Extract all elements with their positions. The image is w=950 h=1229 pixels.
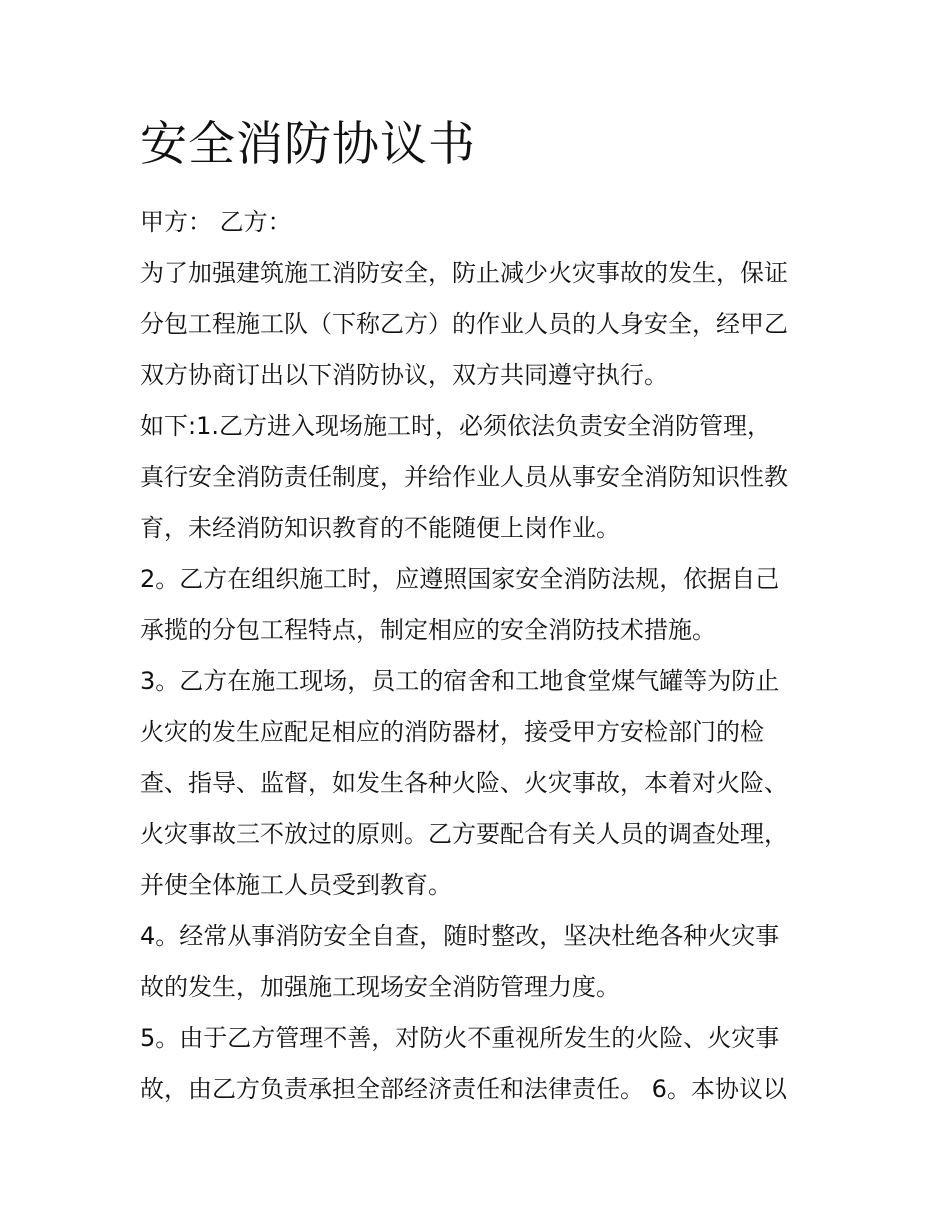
paragraph-line: 故的发生，加强施工现场安全消防管理力度。 <box>140 973 620 1001</box>
paragraph-line: 2。乙方在组织施工时，应遵照国家安全消防法规，依据自己 <box>140 565 780 593</box>
paragraph-line: 火灾事故三不放过的原则。乙方要配合有关人员的调查处理， <box>140 820 788 848</box>
paragraph-line: 故，由乙方负责承担全部经济责任和法律责任。 6。本协议以 <box>140 1075 787 1103</box>
paragraph-line: 5。由于乙方管理不善，对防火不重视所发生的火险、火灾事 <box>140 1024 780 1052</box>
paragraph-line: 承揽的分包工程特点，制定相应的安全消防技术措施。 <box>140 616 716 644</box>
paragraph-line: 4。经常从事消防安全自查，随时整改，坚决杜绝各种火灾事 <box>140 922 780 950</box>
paragraph-line: 育，未经消防知识教育的不能随便上岗作业。 <box>140 514 620 542</box>
paragraph-line: 为了加强建筑施工消防安全，防止减少火灾事故的发生，保证 <box>140 259 788 287</box>
party-line: 甲方： 乙方： <box>140 208 292 236</box>
paragraph-line: 3。乙方在施工现场，员工的宿舍和工地食堂煤气罐等为防止 <box>140 667 780 695</box>
paragraph-line: 火灾的发生应配足相应的消防器材，接受甲方安检部门的检 <box>140 718 764 746</box>
paragraph-line: 真行安全消防责任制度，并给作业人员从事安全消防知识性教 <box>140 463 788 491</box>
paragraph-line: 双方协商订出以下消防协议，双方共同遵守执行。 <box>140 361 668 389</box>
paragraph-line: 如下:1.乙方进入现场施工时，必须依法负责安全消防管理， <box>140 412 771 440</box>
document-title: 安全消防协议书 <box>140 117 476 172</box>
paragraph-line: 查、指导、监督，如发生各种火险、火灾事故，本着对火险、 <box>140 769 788 797</box>
paragraph-line: 分包工程施工队（下称乙方）的作业人员的人身安全，经甲乙 <box>140 310 788 338</box>
paragraph-line: 并使全体施工人员受到教育。 <box>140 871 452 899</box>
